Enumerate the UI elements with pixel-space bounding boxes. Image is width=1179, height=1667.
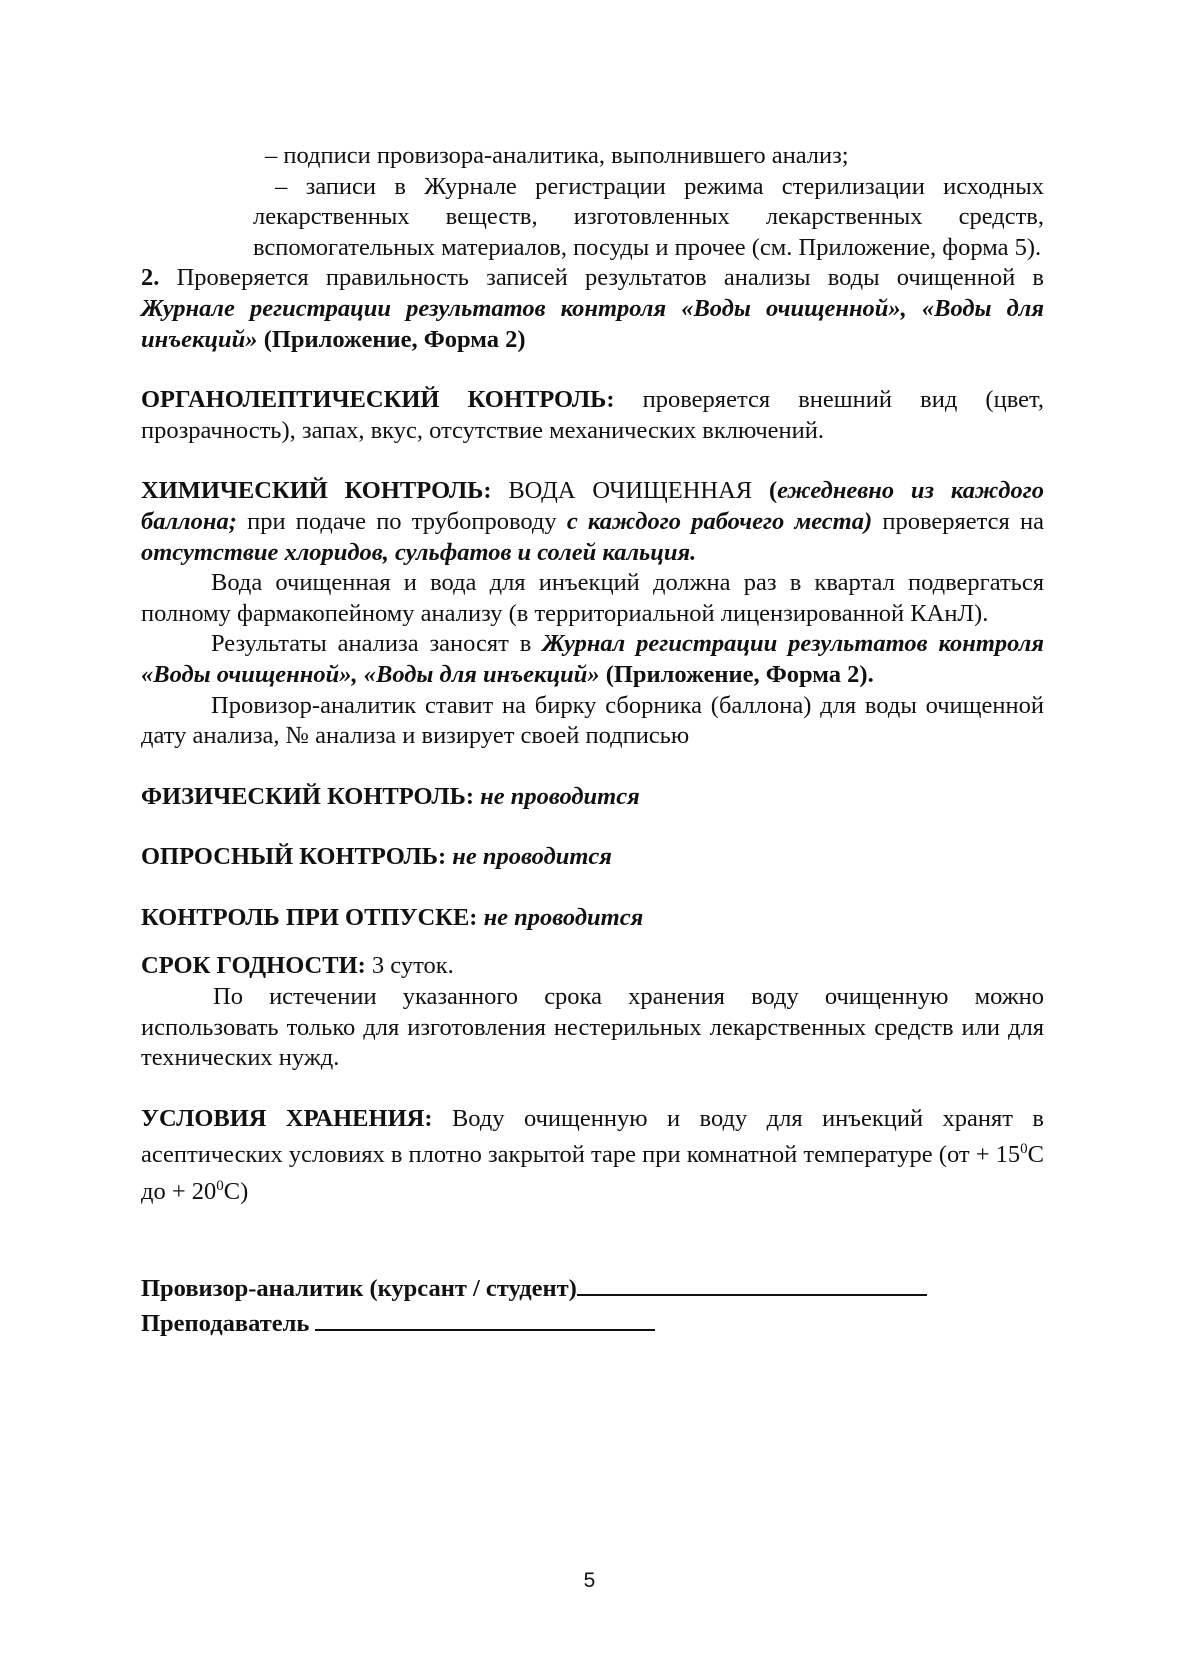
chemical-para2-journal: Журнал регистрации результатов контроля «Воды очищенной», «Воды для инъекций»: [141, 630, 1044, 688]
intro-item-journal: – записи в Журнале регистрации режима стерилизации исходных лекарственных веществ, изготовленных лекарственных средств, вспомогательных материалов, посуды и прочее (см. Приложение, форма 5).: [253, 172, 1044, 261]
organoleptic-text: проверяется внешний вид (цвет, прозрачность), запах, вкус, отсутствие механических включений.: [141, 386, 1044, 444]
point-2-journal: Журнале регистрации результатов контроля «Воды очищенной», «Воды для инъекций»: [141, 294, 1044, 353]
chemical-section: [141, 476, 1044, 568]
point-2-paragraph: [141, 263, 1044, 355]
storage-section: [141, 1104, 1044, 1208]
release-value: не проводится: [483, 903, 644, 931]
shelf-life-section: [141, 951, 1044, 982]
chemical-para-results: [141, 629, 1044, 690]
physical-heading: ФИЗИЧЕСКИЙ КОНТРОЛЬ:: [141, 782, 474, 810]
intro-item-signatures: – подписи провизора-аналитика, выполнившего анализ;: [265, 142, 849, 169]
chemical-para2-appendix: (Приложение, Форма 2).: [599, 660, 874, 688]
document-page: [141, 141, 1044, 1339]
release-heading: КОНТРОЛЬ ПРИ ОТПУСКЕ:: [141, 903, 478, 931]
shelf-life-text: По истечении указанного срока хранения воду очищенную можно использовать только для изготовления нестерильных лекарственных средств или для технических нужд.: [141, 983, 1044, 1072]
organoleptic-section: [141, 385, 1044, 446]
signature-teacher-row: [141, 1305, 1044, 1340]
chemical-heading: ХИМИЧЕСКИЙ КОНТРОЛЬ:: [141, 477, 492, 505]
signature-analyst-row: [141, 1270, 1044, 1305]
chemical-checked: проверяется на: [872, 507, 1044, 535]
chemical-daily: ежедневно из каждого баллона;: [141, 477, 1044, 535]
point-2-text: Проверяется правильность записей результатов анализы воды очищенной в: [159, 264, 1044, 292]
chemical-pipe: при подаче по трубопроводу: [236, 507, 567, 535]
chemical-absence: отсутствие хлоридов, сульфатов и солей кальция.: [141, 538, 697, 566]
signature-analyst-label: Провизор-аналитик (курсант / студент): [141, 1274, 577, 1302]
organoleptic-heading: ОРГАНОЛЕПТИЧЕСКИЙ КОНТРОЛЬ:: [141, 386, 615, 414]
chemical-workplace: с каждого рабочего места): [566, 507, 873, 535]
storage-degree-1: 0: [1020, 1141, 1028, 1158]
physical-value: не проводится: [480, 782, 640, 810]
chemical-para-label: Провизор-аналитик ставит на бирку сборника (баллона) для воды очищенной дату анализа, № анализа и визирует своей подписью: [141, 691, 1044, 750]
survey-value: не проводится: [452, 843, 612, 871]
chemical-subject: ВОДА ОЧИЩЕННАЯ: [491, 477, 769, 505]
shelf-life-value: 3 суток.: [365, 952, 454, 980]
storage-mid: С до + 20: [141, 1141, 1045, 1206]
chemical-para2-start: Результаты анализа заносят в: [211, 630, 543, 658]
signature-teacher-label: Преподаватель: [141, 1309, 316, 1337]
page-number: 5: [583, 1569, 596, 1592]
signature-analyst-line[interactable]: [577, 1270, 927, 1296]
survey-heading: ОПРОСНЫЙ КОНТРОЛЬ:: [141, 843, 447, 871]
storage-end: С): [223, 1178, 249, 1206]
survey-section: [141, 842, 1044, 873]
chemical-para-quarterly: Вода очищенная и вода для инъекций должна раз в квартал подвергаться полному фармакопейному анализу (в территориальной лицензированной КАнЛ).: [141, 569, 1044, 627]
shelf-life-heading: СРОК ГОДНОСТИ:: [141, 952, 366, 980]
storage-heading: УСЛОВИЯ ХРАНЕНИЯ:: [141, 1104, 433, 1132]
point-2-number: 2.: [141, 264, 160, 292]
release-section: [141, 903, 1044, 934]
storage-text: Воду очищенную и воду для инъекций хранят в асептических условиях в плотно закрытой таре при комнатной температуре (от + 15: [141, 1104, 1044, 1169]
signature-teacher-line[interactable]: [315, 1305, 655, 1331]
chemical-paren: (: [768, 477, 778, 505]
physical-section: [141, 782, 1044, 813]
point-2-appendix: (Приложение, Форма 2): [257, 325, 526, 353]
storage-degree-2: 0: [216, 1178, 224, 1195]
